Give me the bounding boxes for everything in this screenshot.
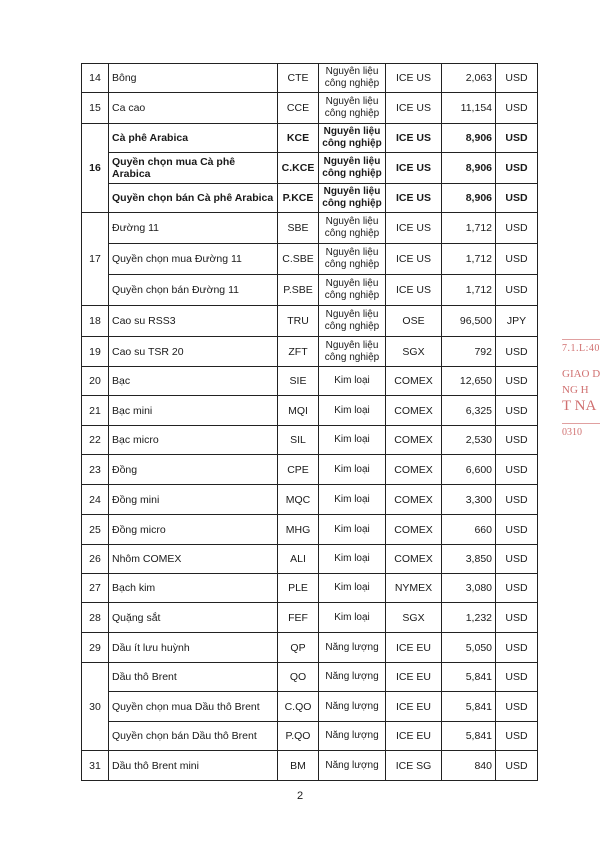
commodity-group: Năng lượng [319,692,386,722]
stamp-line: 0310 [562,423,600,438]
table-row [82,633,538,663]
commodity-name: Quyền chọn mua Đường 11 [109,244,278,275]
exchange: OSE [386,306,442,337]
commodity-name: Dầu thô Brent [109,663,278,692]
table-row [82,396,538,426]
commodity-name: Nhôm COMEX [109,545,278,574]
stamp-line: T NA [562,398,597,414]
commodity-group: Kim loại [319,426,386,455]
commodity-group: Năng lượng [319,722,386,751]
commodity-name: Bạc [109,367,278,396]
commodity-name: Bạch kim [109,574,278,603]
commodity-code: SIL [278,426,319,455]
currency: USD [496,153,538,184]
commodity-group: Kim loại [319,574,386,603]
margin-value: 5,841 [442,722,496,751]
margin-value: 8,906 [442,184,496,213]
row-number: 24 [82,485,109,515]
commodity-code: MHG [278,515,319,545]
row-number: 15 [82,93,109,124]
exchange: COMEX [386,455,442,485]
currency: USD [496,426,538,455]
commodity-name: Quyền chọn mua Dầu thô Brent [109,692,278,722]
table-row [82,337,538,367]
commodity-name: Quyền chọn bán Cà phê Arabica [109,184,278,213]
commodity-group: Nguyên liệu công nghiệp [319,337,386,367]
commodity-group: Nguyên liệu công nghiệp [319,93,386,124]
commodity-name: Dầu thô Brent mini [109,751,278,781]
row-number: 22 [82,426,109,455]
currency: USD [496,184,538,213]
commodity-name: Bạc micro [109,426,278,455]
table-row [82,722,538,751]
table-row [82,692,538,722]
commodity-group: Nguyên liệu công nghiệp [319,64,386,93]
commodity-code: KCE [278,124,319,153]
commodity-name: Dầu ít lưu huỳnh [109,633,278,663]
commodity-name: Quặng sắt [109,603,278,633]
margin-value: 5,841 [442,663,496,692]
commodity-code: SBE [278,213,319,244]
margin-value: 1,232 [442,603,496,633]
table-row [82,153,538,184]
table-row [82,515,538,545]
exchange: COMEX [386,485,442,515]
commodity-group: Năng lượng [319,663,386,692]
stamp-line: 7.1.L:40 [562,339,600,354]
exchange: COMEX [386,515,442,545]
commodity-name: Cao su TSR 20 [109,337,278,367]
exchange: ICE US [386,213,442,244]
commodity-group: Nguyên liệu công nghiệp [319,184,386,213]
commodity-table [81,63,538,781]
commodity-group: Năng lượng [319,633,386,663]
commodity-name: Bông [109,64,278,93]
margin-value: 2,530 [442,426,496,455]
table-row [82,244,538,275]
row-number: 16 [82,124,109,213]
margin-value: 840 [442,751,496,781]
table-row [82,124,538,153]
currency: USD [496,751,538,781]
commodity-code: PLE [278,574,319,603]
commodity-group: Kim loại [319,515,386,545]
commodity-group: Kim loại [319,367,386,396]
commodity-name: Quyền chọn bán Dầu thô Brent [109,722,278,751]
currency: USD [496,337,538,367]
row-number: 30 [82,663,109,751]
commodity-group: Kim loại [319,603,386,633]
table-row [82,455,538,485]
commodity-name: Cà phê Arabica [109,124,278,153]
margin-value: 5,050 [442,633,496,663]
margin-value: 3,850 [442,545,496,574]
row-number: 23 [82,455,109,485]
commodity-code: P.QO [278,722,319,751]
commodity-group: Nguyên liệu công nghiệp [319,153,386,184]
row-number: 18 [82,306,109,337]
currency: USD [496,633,538,663]
commodity-group: Kim loại [319,545,386,574]
commodity-group: Nguyên liệu công nghiệp [319,306,386,337]
commodity-name: Cao su RSS3 [109,306,278,337]
exchange: COMEX [386,545,442,574]
commodity-code: MQI [278,396,319,426]
currency: USD [496,692,538,722]
commodity-code: MQC [278,485,319,515]
exchange: ICE US [386,184,442,213]
table-row [82,603,538,633]
commodity-code: SIE [278,367,319,396]
currency: USD [496,213,538,244]
commodity-group: Nguyên liệu công nghiệp [319,213,386,244]
commodity-group: Kim loại [319,455,386,485]
exchange: COMEX [386,396,442,426]
commodity-code: C.SBE [278,244,319,275]
margin-value: 2,063 [442,64,496,93]
commodity-table-body [82,64,538,781]
table-row [82,545,538,574]
margin-value: 6,600 [442,455,496,485]
exchange: ICE US [386,64,442,93]
table-row [82,574,538,603]
commodity-name: Đồng [109,455,278,485]
exchange: ICE US [386,93,442,124]
currency: USD [496,515,538,545]
stamp-line: GIAO D [562,368,600,380]
currency: JPY [496,306,538,337]
commodity-code: CPE [278,455,319,485]
margin-value: 8,906 [442,153,496,184]
commodity-name: Đồng mini [109,485,278,515]
commodity-code: P.KCE [278,184,319,213]
table-row [82,426,538,455]
commodity-group: Nguyên liệu công nghiệp [319,275,386,306]
margin-value: 3,300 [442,485,496,515]
commodity-group: Nguyên liệu công nghiệp [319,124,386,153]
row-number: 17 [82,213,109,306]
commodity-code: TRU [278,306,319,337]
exchange: COMEX [386,367,442,396]
margin-value: 6,325 [442,396,496,426]
commodity-name: Ca cao [109,93,278,124]
stamp-line: NG H [562,384,589,396]
exchange: SGX [386,603,442,633]
row-number: 25 [82,515,109,545]
commodity-code: ALI [278,545,319,574]
table-row [82,306,538,337]
currency: USD [496,93,538,124]
row-number: 14 [82,64,109,93]
commodity-code: CCE [278,93,319,124]
exchange: ICE EU [386,722,442,751]
row-number: 19 [82,337,109,367]
margin-value: 3,080 [442,574,496,603]
table-row [82,64,538,93]
currency: USD [496,64,538,93]
margin-value: 792 [442,337,496,367]
row-number: 20 [82,367,109,396]
margin-value: 11,154 [442,93,496,124]
currency: USD [496,574,538,603]
currency: USD [496,124,538,153]
commodity-group: Kim loại [319,396,386,426]
table-row [82,93,538,124]
row-number: 28 [82,603,109,633]
commodity-name: Đường 11 [109,213,278,244]
currency: USD [496,455,538,485]
margin-value: 8,906 [442,124,496,153]
commodity-name: Quyền chọn mua Cà phê Arabica [109,153,278,184]
table-row [82,213,538,244]
commodity-group: Nguyên liệu công nghiệp [319,244,386,275]
margin-value: 96,500 [442,306,496,337]
commodity-code: BM [278,751,319,781]
row-number: 31 [82,751,109,781]
currency: USD [496,485,538,515]
page-number: 2 [296,790,304,802]
commodity-code: P.SBE [278,275,319,306]
row-number: 27 [82,574,109,603]
currency: USD [496,603,538,633]
commodity-code: FEF [278,603,319,633]
table-row [82,663,538,692]
commodity-name: Bạc mini [109,396,278,426]
exchange: SGX [386,337,442,367]
table-row [82,184,538,213]
red-seal-stamp [562,324,600,438]
row-number: 29 [82,633,109,663]
commodity-code: QP [278,633,319,663]
exchange: ICE EU [386,692,442,722]
margin-value: 1,712 [442,275,496,306]
commodity-group: Năng lượng [319,751,386,781]
currency: USD [496,367,538,396]
exchange: ICE US [386,124,442,153]
currency: USD [496,663,538,692]
exchange: ICE SG [386,751,442,781]
margin-value: 1,712 [442,213,496,244]
exchange: ICE EU [386,633,442,663]
margin-value: 12,650 [442,367,496,396]
currency: USD [496,722,538,751]
exchange: ICE US [386,153,442,184]
table-row [82,485,538,515]
row-number: 21 [82,396,109,426]
currency: USD [496,396,538,426]
table-row [82,275,538,306]
margin-value: 1,712 [442,244,496,275]
commodity-name: Quyền chọn bán Đường 11 [109,275,278,306]
margin-value: 660 [442,515,496,545]
commodity-code: CTE [278,64,319,93]
exchange: COMEX [386,426,442,455]
currency: USD [496,275,538,306]
row-number: 26 [82,545,109,574]
commodity-code: C.QO [278,692,319,722]
table-row [82,367,538,396]
commodity-code: QO [278,663,319,692]
exchange: ICE US [386,275,442,306]
commodity-group: Kim loại [319,485,386,515]
exchange: NYMEX [386,574,442,603]
margin-value: 5,841 [442,692,496,722]
exchange: ICE EU [386,663,442,692]
currency: USD [496,244,538,275]
table-row [82,751,538,781]
commodity-code: ZFT [278,337,319,367]
currency: USD [496,545,538,574]
commodity-name: Đồng micro [109,515,278,545]
exchange: ICE US [386,244,442,275]
commodity-code: C.KCE [278,153,319,184]
